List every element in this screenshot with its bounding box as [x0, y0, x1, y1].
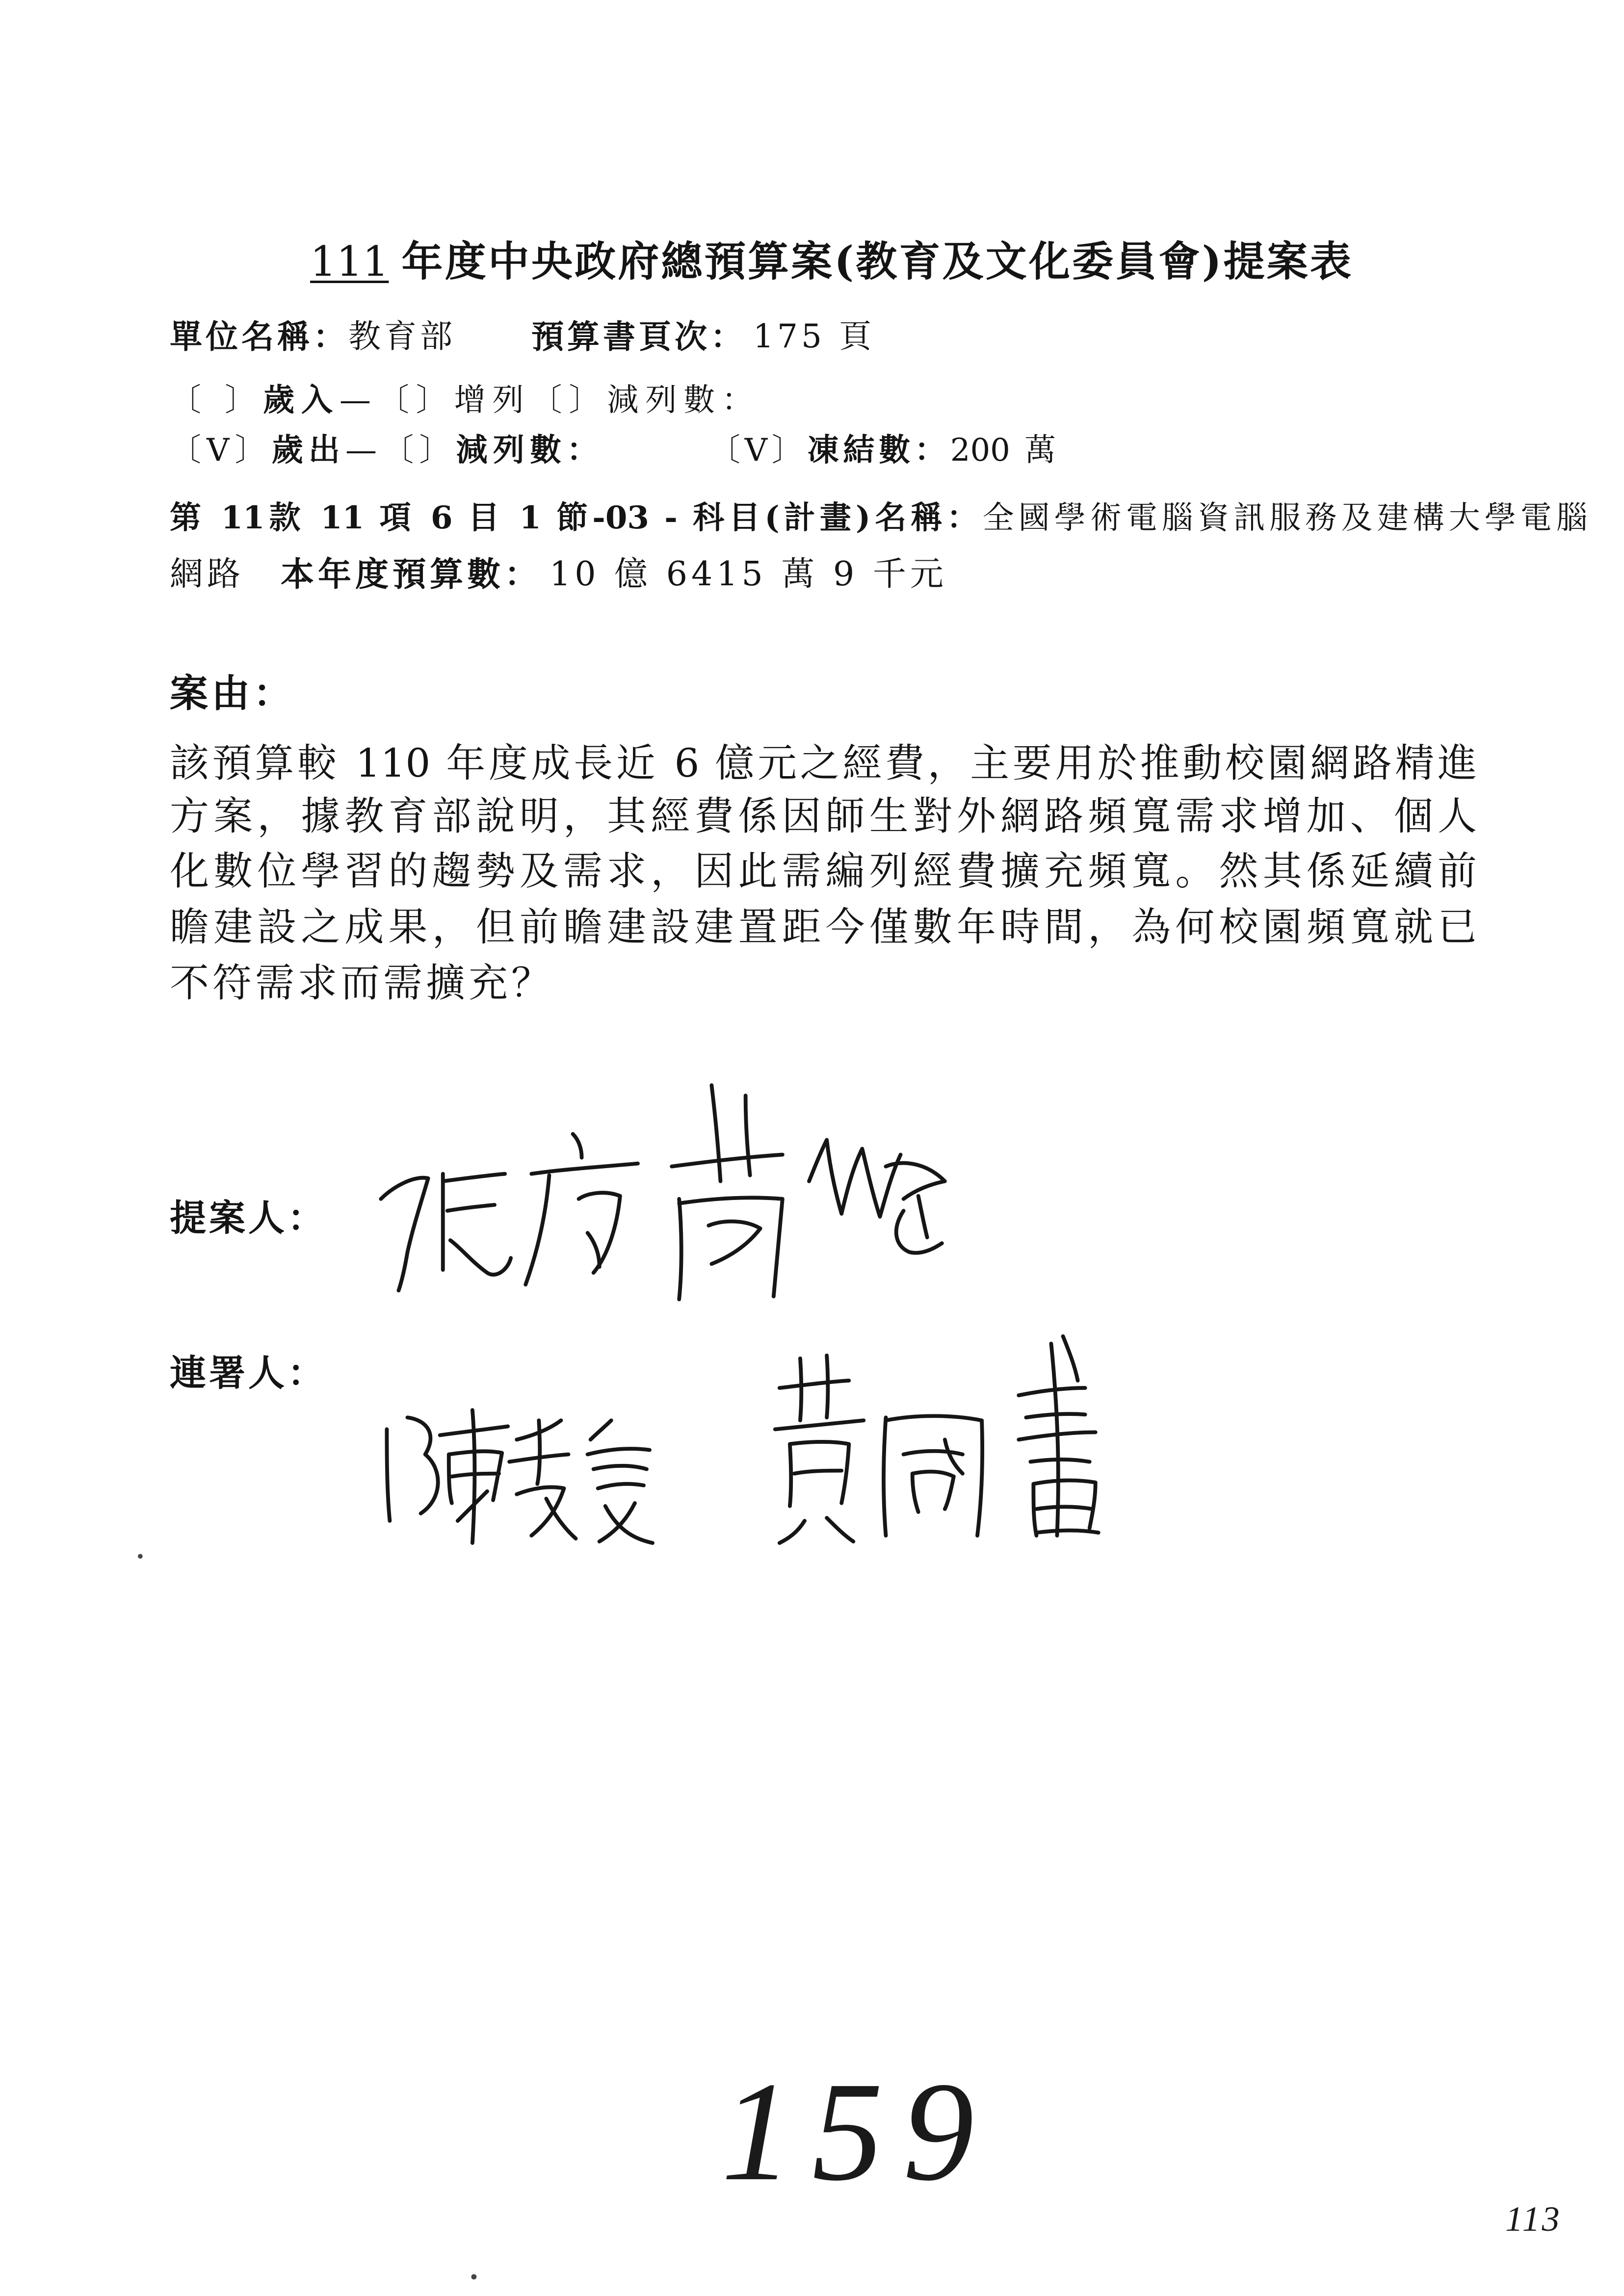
- reason-line: 瞻建設之成果，但前瞻建設建置距今僅數年時間，為何校園頻寬就已: [170, 904, 1477, 950]
- budget-book-page-value: 175 頁: [753, 317, 875, 355]
- reason-line: 不符需求而需擴充？: [170, 960, 554, 1006]
- freeze-amount: 200 萬: [950, 432, 1056, 469]
- scan-speck: [471, 2274, 477, 2279]
- reason-line: 化數位學習的趨勢及需求，因此需編列經費擴充頻寬。然其係延續前: [170, 848, 1477, 894]
- proposer-signature: [381, 1085, 944, 1299]
- subject-line: [170, 499, 1588, 536]
- handwritten-page-number: 159: [721, 2053, 994, 2210]
- form-title: [310, 237, 1351, 286]
- revenue-line: [170, 382, 754, 418]
- expenditure-checkbox: 〔V〕: [170, 432, 272, 469]
- corner-page-number: 113: [1505, 2199, 1562, 2239]
- cosigner-signature-2: [775, 1336, 1099, 1543]
- title-text: 年度中央政府總預算案(教育及文化委員會)提案表: [399, 237, 1351, 286]
- unit-value: 教育部: [348, 317, 456, 355]
- expenditure-cut-label: 減列數：: [456, 432, 599, 469]
- revenue-options: —〔〕增列〔〕減列數：: [339, 382, 754, 418]
- reason-line: 方案，據教育部說明，其經費係因師生對外網路頻寬需求增加、個人: [170, 793, 1477, 839]
- budget-amount-label: 本年度預算數：: [281, 555, 542, 594]
- title-year: 111: [310, 237, 389, 286]
- freeze-line: [709, 432, 1056, 469]
- subject-name-line2: 網路: [170, 555, 245, 594]
- expenditure-line: [170, 432, 599, 469]
- freeze-label: 凍結數：: [807, 432, 950, 469]
- expenditure-label: 歲出: [271, 432, 346, 469]
- freeze-checkbox: 〔V〕: [709, 432, 808, 469]
- expenditure-cut-checkbox: —〔〕: [345, 432, 456, 469]
- revenue-checkbox: 〔 〕: [170, 382, 263, 418]
- cosigner-label: 連署人：: [170, 1352, 327, 1394]
- revenue-label: 歲入: [263, 382, 340, 418]
- scan-speck: [138, 1554, 143, 1559]
- reason-line: 該預算較 110 年度成長近 6 億元之經費，主要用於推動校園網路精進: [170, 740, 1477, 786]
- cosigner-signature-1: [387, 1410, 653, 1543]
- proposer-label: 提案人：: [170, 1197, 327, 1239]
- budget-book-page-label: 預算書頁次：: [531, 317, 746, 356]
- reason-label: 案由：: [170, 671, 295, 716]
- subject-label: 第 11款 11 項 6 目 1 節-03 - 科目(計畫)名稱：: [170, 499, 983, 536]
- subject-name-line1: 全國學術電腦資訊服務及建構大學電腦: [982, 500, 1588, 536]
- unit-label: 單位名稱：: [170, 317, 349, 356]
- budget-amount-value: 10 億 6415 萬 9 千元: [550, 555, 947, 594]
